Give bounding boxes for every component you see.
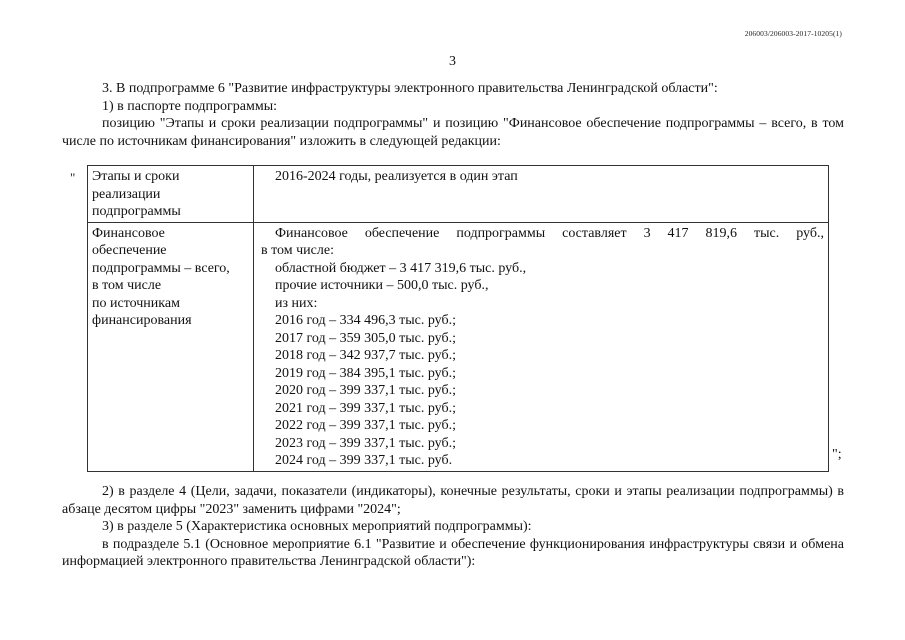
label-line: финансирования bbox=[92, 313, 192, 328]
label-line: подпрограммы bbox=[92, 204, 181, 219]
page-number: 3 bbox=[449, 54, 456, 69]
financing-year-line: 2020 год – 399 337,1 тыс. руб.; bbox=[275, 383, 456, 398]
financing-year-line: 2023 год – 399 337,1 тыс. руб.; bbox=[275, 435, 456, 451]
label-line: в том числе bbox=[92, 278, 162, 293]
document-code: 206003/206003-2017-10205(1) bbox=[744, 29, 842, 38]
outro-section bbox=[62, 483, 844, 571]
financing-line: прочие источники – 500,0 тыс. руб., bbox=[275, 278, 489, 293]
financing-line: областной бюджет – 3 417 319,6 тыс. руб., bbox=[275, 260, 527, 276]
table-row-financing bbox=[88, 222, 829, 471]
label-line: подпрограммы – всего, bbox=[92, 260, 230, 276]
intro-paragraph-1: 3. В подпрограмме 6 "Развитие инфраструктуры электронного правительства Ленинградской области": bbox=[102, 81, 718, 96]
financing-year-line: 2024 год – 399 337,1 тыс. руб. bbox=[275, 453, 453, 468]
outro-paragraph-3: в подразделе 5.1 (Основное мероприятие 6.1 "Развитие и обеспечение функционирования инфраструктуры связи и обмена информацией электронного правительства Ленинградской области"): bbox=[62, 536, 844, 569]
intro-paragraph-3: позицию "Этапы и сроки реализации подпрограммы" и позицию "Финансовое обеспечение подпрограммы – всего, в том числе по источникам финансирования" изложить в следующей редакции: bbox=[62, 116, 844, 149]
value-cell-financing bbox=[254, 222, 829, 471]
passport-table bbox=[87, 165, 829, 472]
financing-year-line: 2022 год – 399 337,1 тыс. руб.; bbox=[275, 418, 456, 433]
opening-quote: " bbox=[70, 170, 76, 185]
financing-total-cont: в том числе: bbox=[261, 243, 334, 258]
value-cell-stages bbox=[254, 166, 829, 223]
financing-year-line: 2019 год – 384 395,1 тыс. руб.; bbox=[275, 365, 456, 381]
financing-line: из них: bbox=[275, 295, 318, 311]
financing-year-line: 2018 год – 342 937,7 тыс. руб.; bbox=[275, 348, 456, 363]
intro-section bbox=[62, 80, 844, 150]
table-row-stages bbox=[88, 166, 829, 223]
label-line: Финансовое bbox=[92, 225, 165, 241]
closing-quote: "; bbox=[832, 447, 842, 462]
label-line: по источникам bbox=[92, 295, 180, 311]
financing-year-line: 2016 год – 334 496,3 тыс. руб.; bbox=[275, 313, 456, 328]
financing-total-line: Финансовое обеспечение подпрограммы составляет 3 417 819,6 тыс. руб., bbox=[275, 225, 824, 241]
label-cell-financing bbox=[88, 222, 254, 471]
financing-year-line: 2017 год – 359 305,0 тыс. руб.; bbox=[275, 330, 456, 346]
label-cell-stages bbox=[88, 166, 254, 223]
label-line: Этапы и сроки bbox=[92, 169, 180, 184]
outro-paragraph-1: 2) в разделе 4 (Цели, задачи, показатели (индикаторы), конечные результаты, сроки и этапы реализации подпрограммы) в абзаце десятом цифры "2023" заменить цифрами "2024"; bbox=[62, 484, 844, 517]
outro-paragraph-2: 3) в разделе 5 (Характеристика основных мероприятий подпрограммы): bbox=[102, 519, 532, 534]
financing-year-line: 2021 год – 399 337,1 тыс. руб.; bbox=[275, 400, 456, 416]
label-line: обеспечение bbox=[92, 243, 167, 258]
label-line: реализации bbox=[92, 186, 161, 202]
intro-paragraph-2: 1) в паспорте подпрограммы: bbox=[102, 98, 278, 114]
stages-value: 2016-2024 годы, реализуется в один этап bbox=[275, 169, 518, 184]
